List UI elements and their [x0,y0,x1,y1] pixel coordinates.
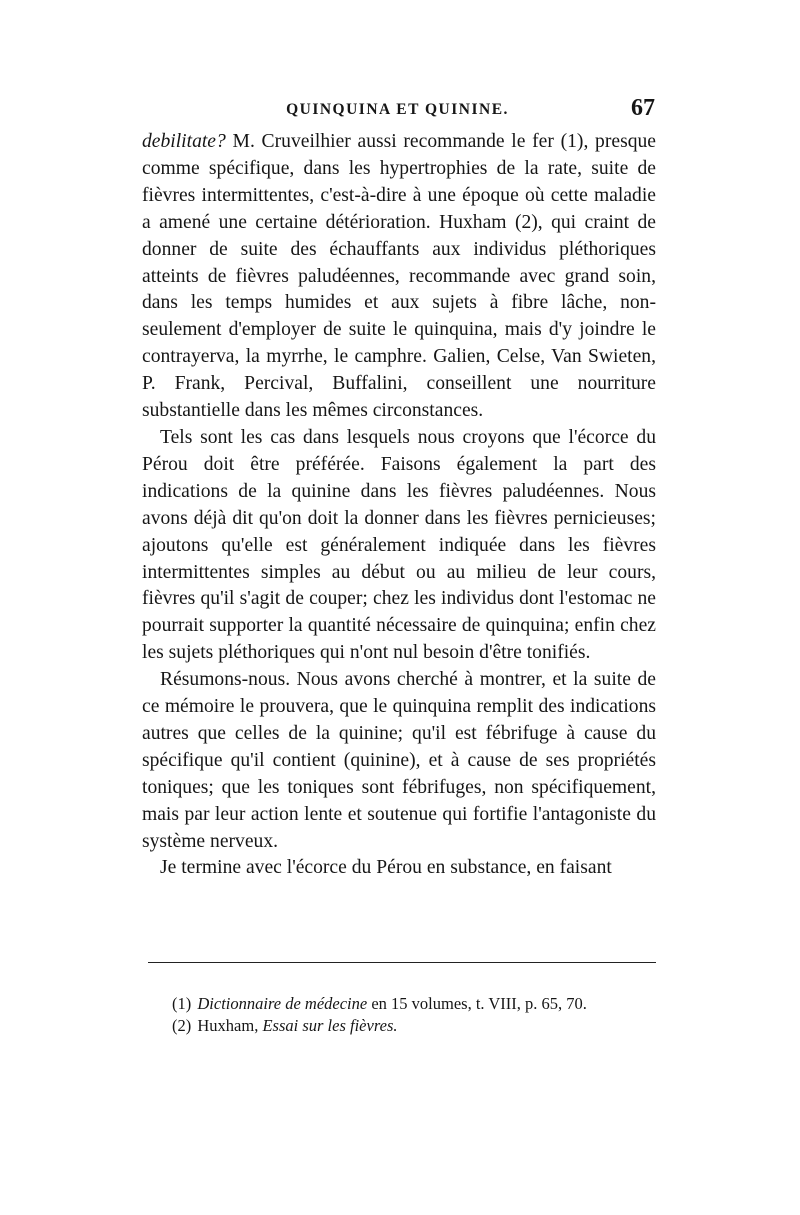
running-head [140,95,655,129]
paragraph-1-lead-italic: debilitate? [142,131,226,152]
paragraph-1 [142,129,656,425]
paragraph-3: Résumons-nous. Nous avons cherché à montrer, et la suite de ce mémoire le prouvera, que le quinquina remplit des indications autres que celles de la quinine; qu'il est fébrifuge à cause du spécifique qu'il contient (quinine), et à cause de ses propriétés toniques; que les toniques sont fébrifuges, non spécifiquement, mais par leur action lente et soutenue qui fortifie l'antagoniste du système nerveux. [142,669,656,852]
footnote-1-title: Dictionnaire de médecine [197,994,368,1013]
footnote-2-number: (2) [172,1016,192,1035]
footnote-1-rest: en 15 volumes, t. VIII, p. 65, 70. [367,994,587,1013]
footnote-1-number: (1) [172,994,192,1013]
paragraph-4: Je termine avec l'écorce du Pérou en substance, en faisant [160,857,612,879]
footnotes [172,993,662,1037]
footnote-2-author: Huxham, [197,1016,263,1035]
page-number: 67 [631,95,655,121]
body-text [142,129,656,882]
footnote-1 [172,993,662,1015]
paragraph-2: Tels sont les cas dans lesquels nous croyons que l'écorce du Pérou doit être préférée. Faisons également la part des indications de la quinine dans les fièvres paludéennes. Nous avons déjà dit qu'on doit la donner dans les fièvres pernicieuses; ajoutons qu'elle est généralement indiquée dans les fièvres intermittentes simples au début ou au milieu de leur cours, fièvres qu'il s'agit de couper; chez les individus dont l'estomac ne pourrait supporter la quantité nécessaire de quinquina; enfin chez les sujets pléthoriques qui n'ont nul besoin d'être tonifiés. [142,426,656,664]
footnote-2 [172,1015,662,1037]
paragraph-1-text: M. Cruveilhier aussi recommande le fer (1), presque comme spécifique, dans les hypertrophies de la rate, suite de fièvres intermittentes, c'est-à-dire à une époque où cette maladie a amené une certaine détérioration. Huxham (2), qui craint de donner de suite des échauffants aux individus pléthoriques atteints de fièvres paludéennes, recommande avec grand soin, dans les temps humides et aux sujets à fibre lâche, non-seulement d'employer de suite le quinquina, mais d'y joindre le contrayerva, la myrrhe, le camphre. Galien, Celse, Van Swieten, P. Frank, Percival, Buffalini, conseillent une nourriture substantielle dans les mêmes circonstances. [142,131,656,422]
footnote-rule [148,962,656,963]
footnote-2-title: Essai sur les fièvres. [262,1016,398,1035]
running-title: QUINQUINA ET QUININE. [286,101,509,118]
